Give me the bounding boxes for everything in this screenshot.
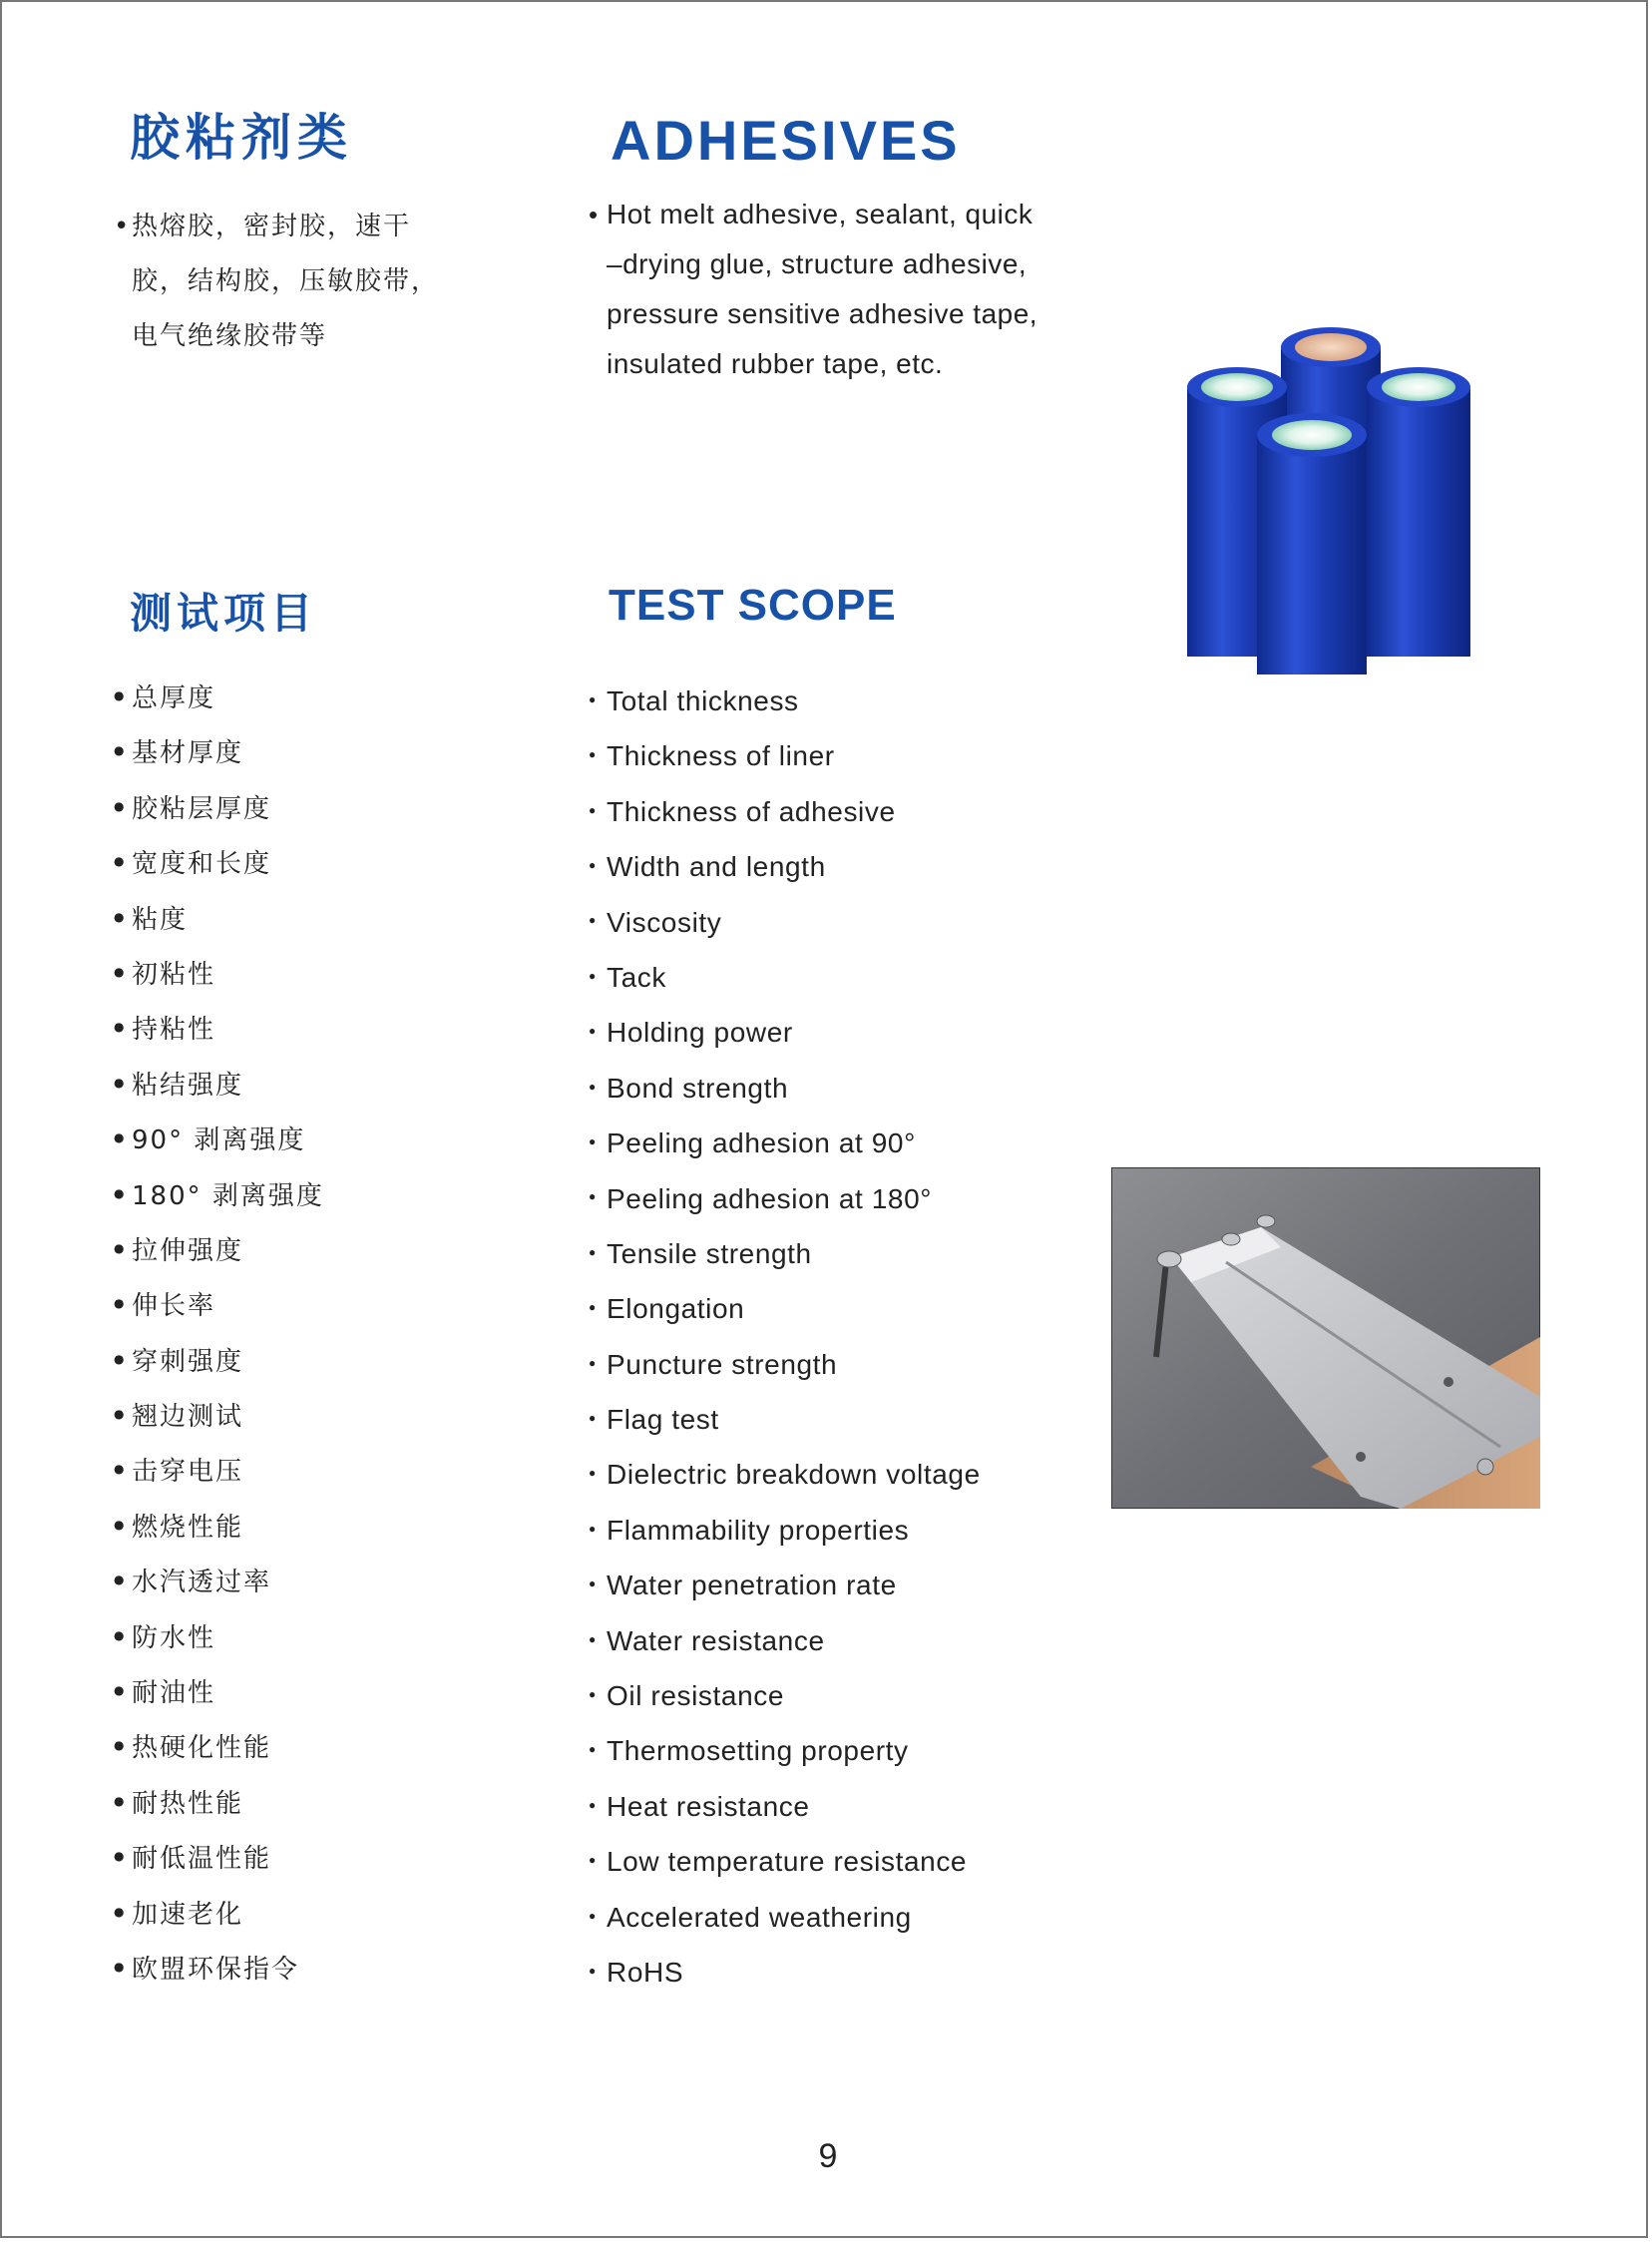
test-item-cn: ● 持粘性 [114, 1003, 324, 1058]
test-item-en: ● Dielectric breakdown voltage [589, 1447, 981, 1502]
test-item-en: ● Water resistance [589, 1613, 981, 1668]
bullet-icon: • [589, 200, 599, 229]
test-item-en: ● Flammability properties [589, 1503, 981, 1558]
test-item-en: ● Oil resistance [589, 1668, 981, 1723]
test-item-cn: ● 粘结强度 [114, 1059, 324, 1114]
test-item-en: ● Low temperature resistance [589, 1834, 981, 1889]
test-item-en: ● Flag test [589, 1392, 981, 1447]
test-list-cn [114, 672, 324, 1998]
test-item-en: ● Bond strength [589, 1061, 981, 1116]
test-item-en: ● Tensile strength [589, 1226, 981, 1281]
test-item-en: ● Holding power [589, 1005, 981, 1060]
adhesives-desc-cn [114, 200, 439, 364]
test-item-cn: ● 基材厚度 [114, 726, 324, 781]
test-item-en: ● Water penetration rate [589, 1558, 981, 1612]
test-item-cn: ● 胶粘层厚度 [114, 782, 324, 837]
bullet-icon: • [114, 212, 132, 241]
test-item-en: ● Thermosetting property [589, 1723, 981, 1778]
test-item-cn: ● 耐低温性能 [114, 1832, 324, 1887]
peel-test-fixture-image [1111, 1167, 1540, 1509]
desc-cn-line: 胶，结构胶，压敏胶带， [132, 266, 440, 296]
test-item-en: ● Accelerated weathering [589, 1890, 981, 1945]
adhesives-desc-en [589, 190, 1037, 389]
test-item-en: ● Viscosity [589, 895, 981, 950]
test-item-cn: ● 粘度 [114, 893, 324, 948]
test-item-cn: ● 加速老化 [114, 1888, 324, 1943]
test-list-en [589, 673, 981, 2000]
adhesives-title-en: ADHESIVES [611, 109, 961, 172]
test-item-cn: ● 伸长率 [114, 1279, 324, 1334]
desc-cn-line: •热熔胶，密封胶，速干 [114, 200, 439, 254]
test-item-cn: ● 拉伸强度 [114, 1224, 324, 1279]
desc-en-line: pressure sensitive adhesive tape, [607, 298, 1038, 329]
test-item-cn: ● 水汽透过率 [114, 1556, 324, 1610]
test-item-en: ● Elongation [589, 1281, 981, 1336]
test-item-en: ● Heat resistance [589, 1779, 981, 1834]
test-item-cn: ● 燃烧性能 [114, 1501, 324, 1556]
test-item-en: ● Width and length [589, 839, 981, 894]
test-item-cn: ● 防水性 [114, 1611, 324, 1666]
desc-en-line: • Hot melt adhesive, sealant, quick [589, 190, 1037, 239]
test-item-cn: ● 翘边测试 [114, 1390, 324, 1445]
test-item-en: ● Thickness of liner [589, 728, 981, 783]
test-item-cn: ● 耐油性 [114, 1666, 324, 1721]
test-item-en: ● Tack [589, 950, 981, 1005]
test-item-cn: ● 穿刺强度 [114, 1335, 324, 1390]
test-item-cn: ● 热硬化性能 [114, 1721, 324, 1776]
test-item-cn: ● 击穿电压 [114, 1445, 324, 1500]
test-item-en: ● Puncture strength [589, 1337, 981, 1392]
adhesives-title-cn: 胶粘剂类 [130, 109, 353, 167]
test-item-cn: ● 宽度和长度 [114, 837, 324, 892]
test-item-cn: ● 90° 剥离强度 [114, 1114, 324, 1168]
test-item-en: ● RoHS [589, 1945, 981, 2000]
test-item-cn: ● 初粘性 [114, 948, 324, 1003]
test-item-cn: ● 耐热性能 [114, 1777, 324, 1832]
desc-en-line: insulated rubber tape, etc. [607, 348, 944, 379]
test-item-en: ● Total thickness [589, 673, 981, 728]
desc-cn-line: 电气绝缘胶带等 [132, 321, 328, 351]
test-item-en: ● Peeling adhesion at 180° [589, 1171, 981, 1226]
test-scope-title-en: TEST SCOPE [609, 581, 897, 630]
test-item-cn: ● 欧盟环保指令 [114, 1943, 324, 1998]
tape-rolls-image [1179, 317, 1478, 676]
test-item-en: ● Peeling adhesion at 90° [589, 1116, 981, 1170]
desc-en-line: –drying glue, structure adhesive, [607, 248, 1028, 279]
test-item-cn: ● 180° 剥离强度 [114, 1169, 324, 1224]
page-number: 9 [818, 2137, 838, 2175]
test-item-cn: ● 总厚度 [114, 672, 324, 726]
test-item-en: ● Thickness of adhesive [589, 784, 981, 839]
test-scope-title-cn: 测试项目 [130, 589, 318, 638]
